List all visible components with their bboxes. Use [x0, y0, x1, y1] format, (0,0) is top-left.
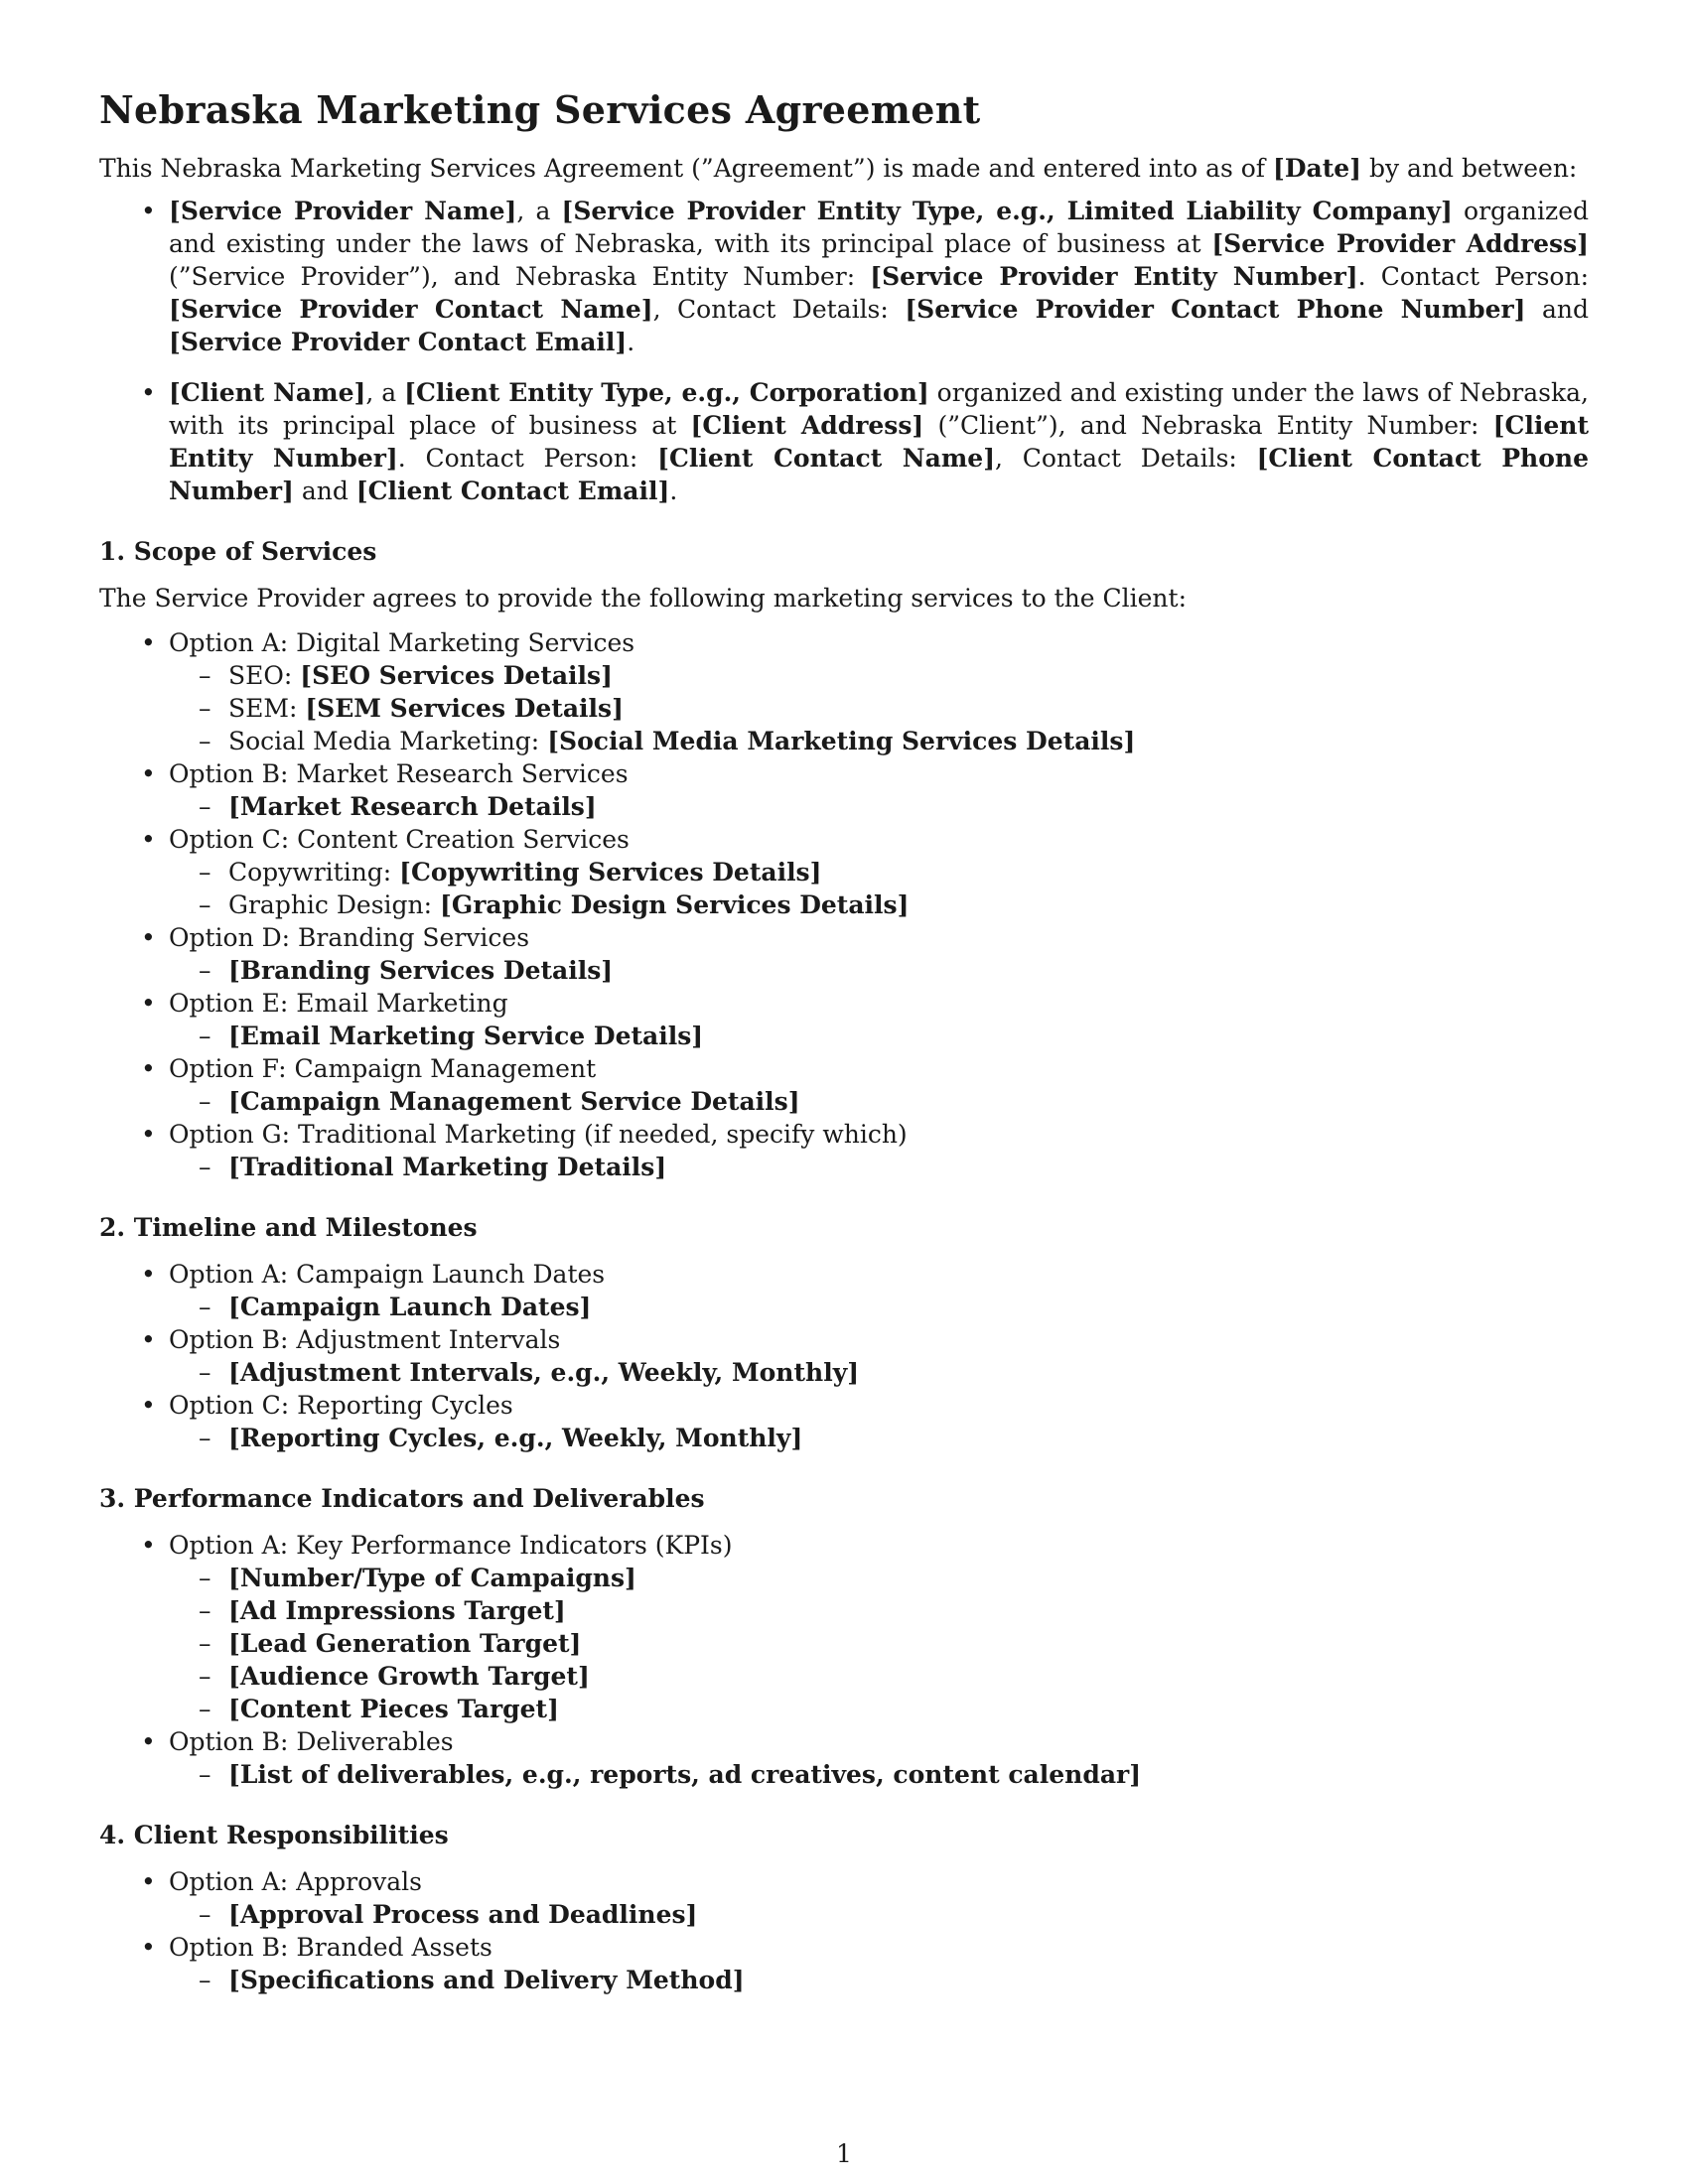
option-item — [169, 1118, 1589, 1183]
options-list — [99, 1529, 1589, 1791]
option-item — [169, 823, 1589, 921]
sub-item — [199, 888, 1589, 921]
placeholder-field: [Campaign Launch Dates] — [228, 1293, 592, 1321]
placeholder-field: [Service Provider Address] — [1211, 229, 1589, 258]
sub-item — [199, 725, 1589, 757]
option-label: Option A: Approvals — [169, 1867, 422, 1896]
option-item — [169, 1258, 1589, 1323]
sub-list — [169, 1085, 1589, 1118]
options-list — [99, 1258, 1589, 1454]
placeholder-field: [Lead Generation Target] — [228, 1629, 582, 1658]
placeholder-field: [Service Provider Name] — [169, 197, 517, 225]
sub-item — [199, 1758, 1589, 1791]
section-2 — [99, 1213, 1589, 1454]
placeholder-field: [Audience Growth Target] — [228, 1662, 590, 1691]
option-label: Option B: Market Research Services — [169, 759, 629, 788]
party-text: (”Client”), and Nebraska Entity Number: — [923, 411, 1493, 440]
option-label: Option B: Deliverables — [169, 1727, 454, 1756]
sub-item — [199, 1356, 1589, 1389]
placeholder-field: [Service Provider Entity Type, e.g., Limited Liability Company] — [561, 197, 1453, 225]
option-item — [169, 1052, 1589, 1118]
sub-item — [199, 1964, 1589, 1996]
placeholder-field: [SEM Services Details] — [305, 694, 624, 723]
placeholder-field: [Client Address] — [690, 411, 924, 440]
party-text: . — [669, 477, 678, 505]
party-text: organized and existing under the laws of Nebraska, with its principal place of business at — [169, 197, 1589, 258]
option-label: Option D: Branding Services — [169, 923, 530, 952]
party-text: . Contact Person: — [397, 444, 658, 473]
sub-item — [199, 1693, 1589, 1725]
section-1 — [99, 537, 1589, 1183]
placeholder-field: [List of deliverables, e.g., reports, ad creatives, content calendar] — [228, 1760, 1142, 1789]
sub-prefix: SEM: — [228, 694, 306, 723]
option-label: Option E: Email Marketing — [169, 989, 508, 1018]
placeholder-field: [Specifications and Delivery Method] — [228, 1966, 745, 1994]
party-text: and — [1525, 295, 1589, 324]
sub-item — [199, 1085, 1589, 1118]
option-label: Option A: Key Performance Indicators (KPIs) — [169, 1531, 733, 1560]
party-text: , Contact Details: — [652, 295, 906, 324]
party-client — [169, 376, 1589, 507]
sub-item — [199, 954, 1589, 987]
sub-list — [169, 1356, 1589, 1389]
option-label: Option C: Content Creation Services — [169, 825, 630, 854]
section-heading: 3. Performance Indicators and Deliverables — [99, 1484, 705, 1513]
options-list — [99, 626, 1589, 1183]
option-item — [169, 1389, 1589, 1454]
sub-list — [169, 1562, 1589, 1725]
placeholder-field: [Ad Impressions Target] — [228, 1596, 566, 1625]
placeholder-field: [Social Media Marketing Services Details] — [547, 727, 1136, 755]
option-label: Option F: Campaign Management — [169, 1054, 597, 1083]
placeholder-field: [Client Contact Phone Number] — [169, 444, 1589, 505]
placeholder-field: [Service Provider Contact Phone Number] — [905, 295, 1526, 324]
placeholder-field: [Service Provider Contact Name] — [169, 295, 653, 324]
sub-list — [169, 1758, 1589, 1791]
placeholder-field: [Content Pieces Target] — [228, 1695, 559, 1723]
sub-list — [169, 1898, 1589, 1931]
placeholder-field: [Copywriting Services Details] — [399, 858, 822, 887]
placeholder-field: [Campaign Management Service Details] — [228, 1087, 800, 1116]
placeholder-field: [Client Entity Type, e.g., Corporation] — [404, 378, 929, 407]
option-item — [169, 1931, 1589, 1996]
sub-prefix: SEO: — [228, 661, 301, 690]
sub-item — [199, 1291, 1589, 1323]
option-label: Option A: Digital Marketing Services — [169, 628, 635, 657]
party-text: organized and existing under the laws of Nebraska, with its principal place of business at — [169, 378, 1589, 440]
section-heading: 2. Timeline and Milestones — [99, 1213, 478, 1242]
party-text: , a — [516, 197, 562, 225]
section-intro: The Service Provider agrees to provide the following marketing services to the Client: — [99, 584, 1187, 613]
party-text: . — [627, 328, 635, 356]
placeholder-field: [Graphic Design Services Details] — [440, 890, 910, 919]
placeholder-field: [Email Marketing Service Details] — [228, 1022, 704, 1050]
party-text: (”Service Provider”), and Nebraska Entity Number: — [169, 262, 871, 291]
party-text: . Contact Person: — [1357, 262, 1590, 291]
sub-item — [199, 856, 1589, 888]
placeholder-field: [SEO Services Details] — [300, 661, 613, 690]
option-item — [169, 1865, 1589, 1931]
sub-prefix: Copywriting: — [228, 858, 400, 887]
party-text: , Contact Details: — [995, 444, 1257, 473]
placeholder-field: [Client Contact Email] — [355, 477, 670, 505]
sub-item — [199, 1562, 1589, 1594]
section-heading: 1. Scope of Services — [99, 537, 377, 566]
placeholder-field: [Service Provider Contact Email] — [169, 328, 628, 356]
sub-list — [169, 1151, 1589, 1183]
party-text: , a — [365, 378, 405, 407]
placeholder-field: [Branding Services Details] — [228, 956, 614, 985]
date-placeholder: [Date] — [1273, 154, 1362, 183]
sub-item — [199, 1898, 1589, 1931]
parties-list — [99, 195, 1589, 507]
option-item — [169, 1529, 1589, 1725]
sub-item — [199, 790, 1589, 823]
page-number: 1 — [836, 2139, 852, 2168]
option-item — [169, 757, 1589, 823]
sub-prefix: Graphic Design: — [228, 890, 441, 919]
sub-item — [199, 1660, 1589, 1693]
sub-list — [169, 790, 1589, 823]
sub-item — [199, 659, 1589, 692]
sub-list — [169, 1291, 1589, 1323]
option-item — [169, 987, 1589, 1052]
sub-list — [169, 1020, 1589, 1052]
sub-list — [169, 1964, 1589, 1996]
document-page — [99, 87, 1589, 1996]
option-item — [169, 1725, 1589, 1791]
option-label: Option C: Reporting Cycles — [169, 1391, 513, 1420]
option-label: Option B: Branded Assets — [169, 1933, 492, 1962]
placeholder-field: [Traditional Marketing Details] — [228, 1153, 667, 1181]
placeholder-field: [Client Contact Name] — [657, 444, 996, 473]
intro-text-before: This Nebraska Marketing Services Agreement (”Agreement”) is made and entered into as of — [99, 154, 1274, 183]
placeholder-field: [Number/Type of Campaigns] — [228, 1564, 636, 1592]
sub-item — [199, 1422, 1589, 1454]
sub-item — [199, 1020, 1589, 1052]
sub-list — [169, 954, 1589, 987]
party-service-provider — [169, 195, 1589, 358]
option-item — [169, 921, 1589, 987]
sections-container — [99, 537, 1589, 1996]
placeholder-field: [Reporting Cycles, e.g., Weekly, Monthly] — [228, 1424, 803, 1452]
sub-item — [199, 1594, 1589, 1627]
placeholder-field: [Service Provider Entity Number] — [870, 262, 1358, 291]
placeholder-field: [Client Name] — [169, 378, 366, 407]
sub-item — [199, 1151, 1589, 1183]
section-4 — [99, 1821, 1589, 1996]
option-item — [169, 1323, 1589, 1389]
section-heading: 4. Client Responsibilities — [99, 1821, 449, 1849]
options-list — [99, 1865, 1589, 1996]
placeholder-field: [Adjustment Intervals, e.g., Weekly, Monthly] — [228, 1358, 860, 1387]
party-text: and — [293, 477, 356, 505]
sub-list — [169, 659, 1589, 757]
intro-paragraph — [99, 152, 1589, 185]
option-label: Option G: Traditional Marketing (if needed, specify which) — [169, 1120, 908, 1149]
option-item — [169, 626, 1589, 757]
sub-item — [199, 1627, 1589, 1660]
option-label: Option B: Adjustment Intervals — [169, 1325, 561, 1354]
placeholder-field: [Approval Process and Deadlines] — [228, 1900, 698, 1929]
placeholder-field: [Market Research Details] — [228, 792, 597, 821]
section-3 — [99, 1484, 1589, 1791]
placeholder-field: [Client Entity Number] — [169, 411, 1589, 473]
sub-list — [169, 856, 1589, 921]
sub-prefix: Social Media Marketing: — [228, 727, 548, 755]
sub-list — [169, 1422, 1589, 1454]
sub-item — [199, 692, 1589, 725]
option-label: Option A: Campaign Launch Dates — [169, 1260, 606, 1289]
intro-text-after: by and between: — [1361, 154, 1578, 183]
document-title: Nebraska Marketing Services Agreement — [99, 87, 981, 132]
